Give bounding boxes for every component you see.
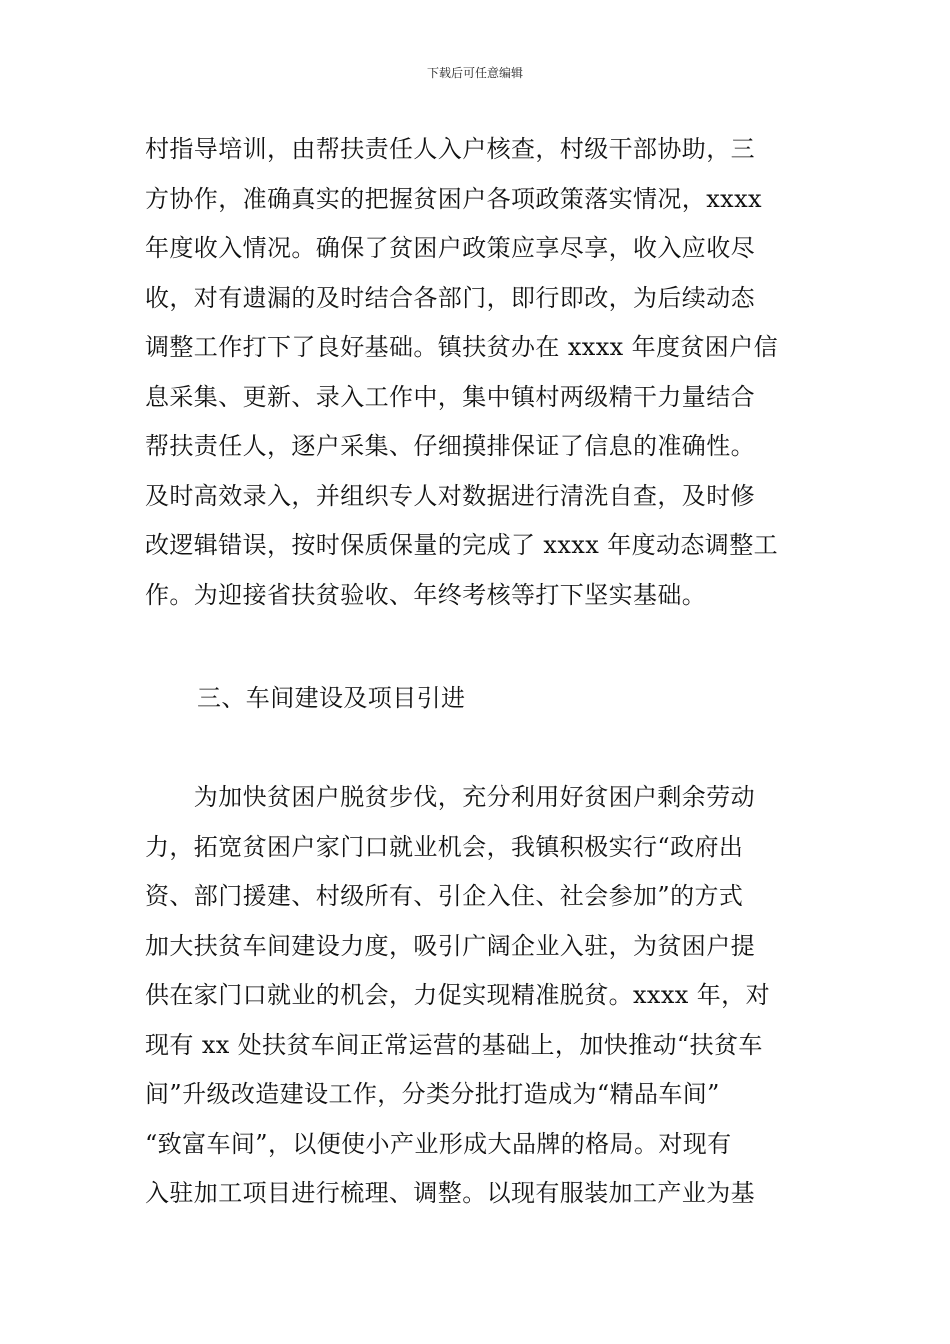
paragraph-line: 收，对有遗漏的及时结合各部门，即行即改，为后续动态 [145,283,755,312]
paragraph-line: 息采集、更新、录入工作中，集中镇村两级精干力量结合 [145,382,755,411]
paragraph-line: 供在家门口就业的机会，力促实现精准脱贫。xxxx 年，对 [145,981,770,1009]
paragraph-line: 力，拓宽贫困户家门口就业机会，我镇积极实行“政府出 [145,832,744,861]
paragraph-line: 入驻加工项目进行梳理、调整。以现有服装加工产业为基 [145,1179,755,1207]
paragraph-line: 调整工作打下了良好基础。镇扶贫办在 xxxx 年度贫困户信 [145,333,778,361]
paragraph-line: 间”升级改造建设工作，分类分批打造成为“精品车间” [145,1080,720,1108]
section-heading: 三、车间建设及项目引进 [197,684,466,712]
page-header: 下载后可任意编辑 [426,66,523,80]
paragraph-1 [145,125,807,620]
paragraph-line: 方协作，准确真实的把握贫困户各项政策落实情况，xxxx [145,184,762,213]
paragraph-line: 加大扶贫车间建设力度，吸引广阔企业入驻，为贫困户提 [145,931,755,960]
paragraph-line: 作。为迎接省扶贫验收、年终考核等打下坚实基础。 [145,580,707,609]
paragraph-line: 村指导培训，由帮扶责任人入户核查，村级干部协助，三 [145,135,755,163]
paragraph-line: 改逻辑错误，按时保质保量的完成了 xxxx 年度动态调整工 [145,531,778,559]
paragraph-line: 年度收入情况。确保了贫困户政策应享尽享，收入应收尽 [145,234,755,262]
paragraph-line: 帮扶责任人，逐户采集、仔细摸排保证了信息的准确性。 [145,432,755,460]
paragraph-line: 为加快贫困户脱贫步伐，充分利用好贫困户剩余劳动 [145,783,755,811]
paragraph-line: 现有 xx 处扶贫车间正常运营的基础上，加快推动“扶贫车 [145,1030,763,1059]
paragraph-line: 资、部门援建、村级所有、引企入住、社会参加”的方式 [145,882,744,910]
paragraph-2 [145,773,807,1219]
paragraph-line: 及时高效录入，并组织专人对数据进行清洗自查，及时修 [145,481,755,510]
paragraph-line: “致富车间”，以便使小产业形成大品牌的格局。对现有 [145,1129,732,1158]
